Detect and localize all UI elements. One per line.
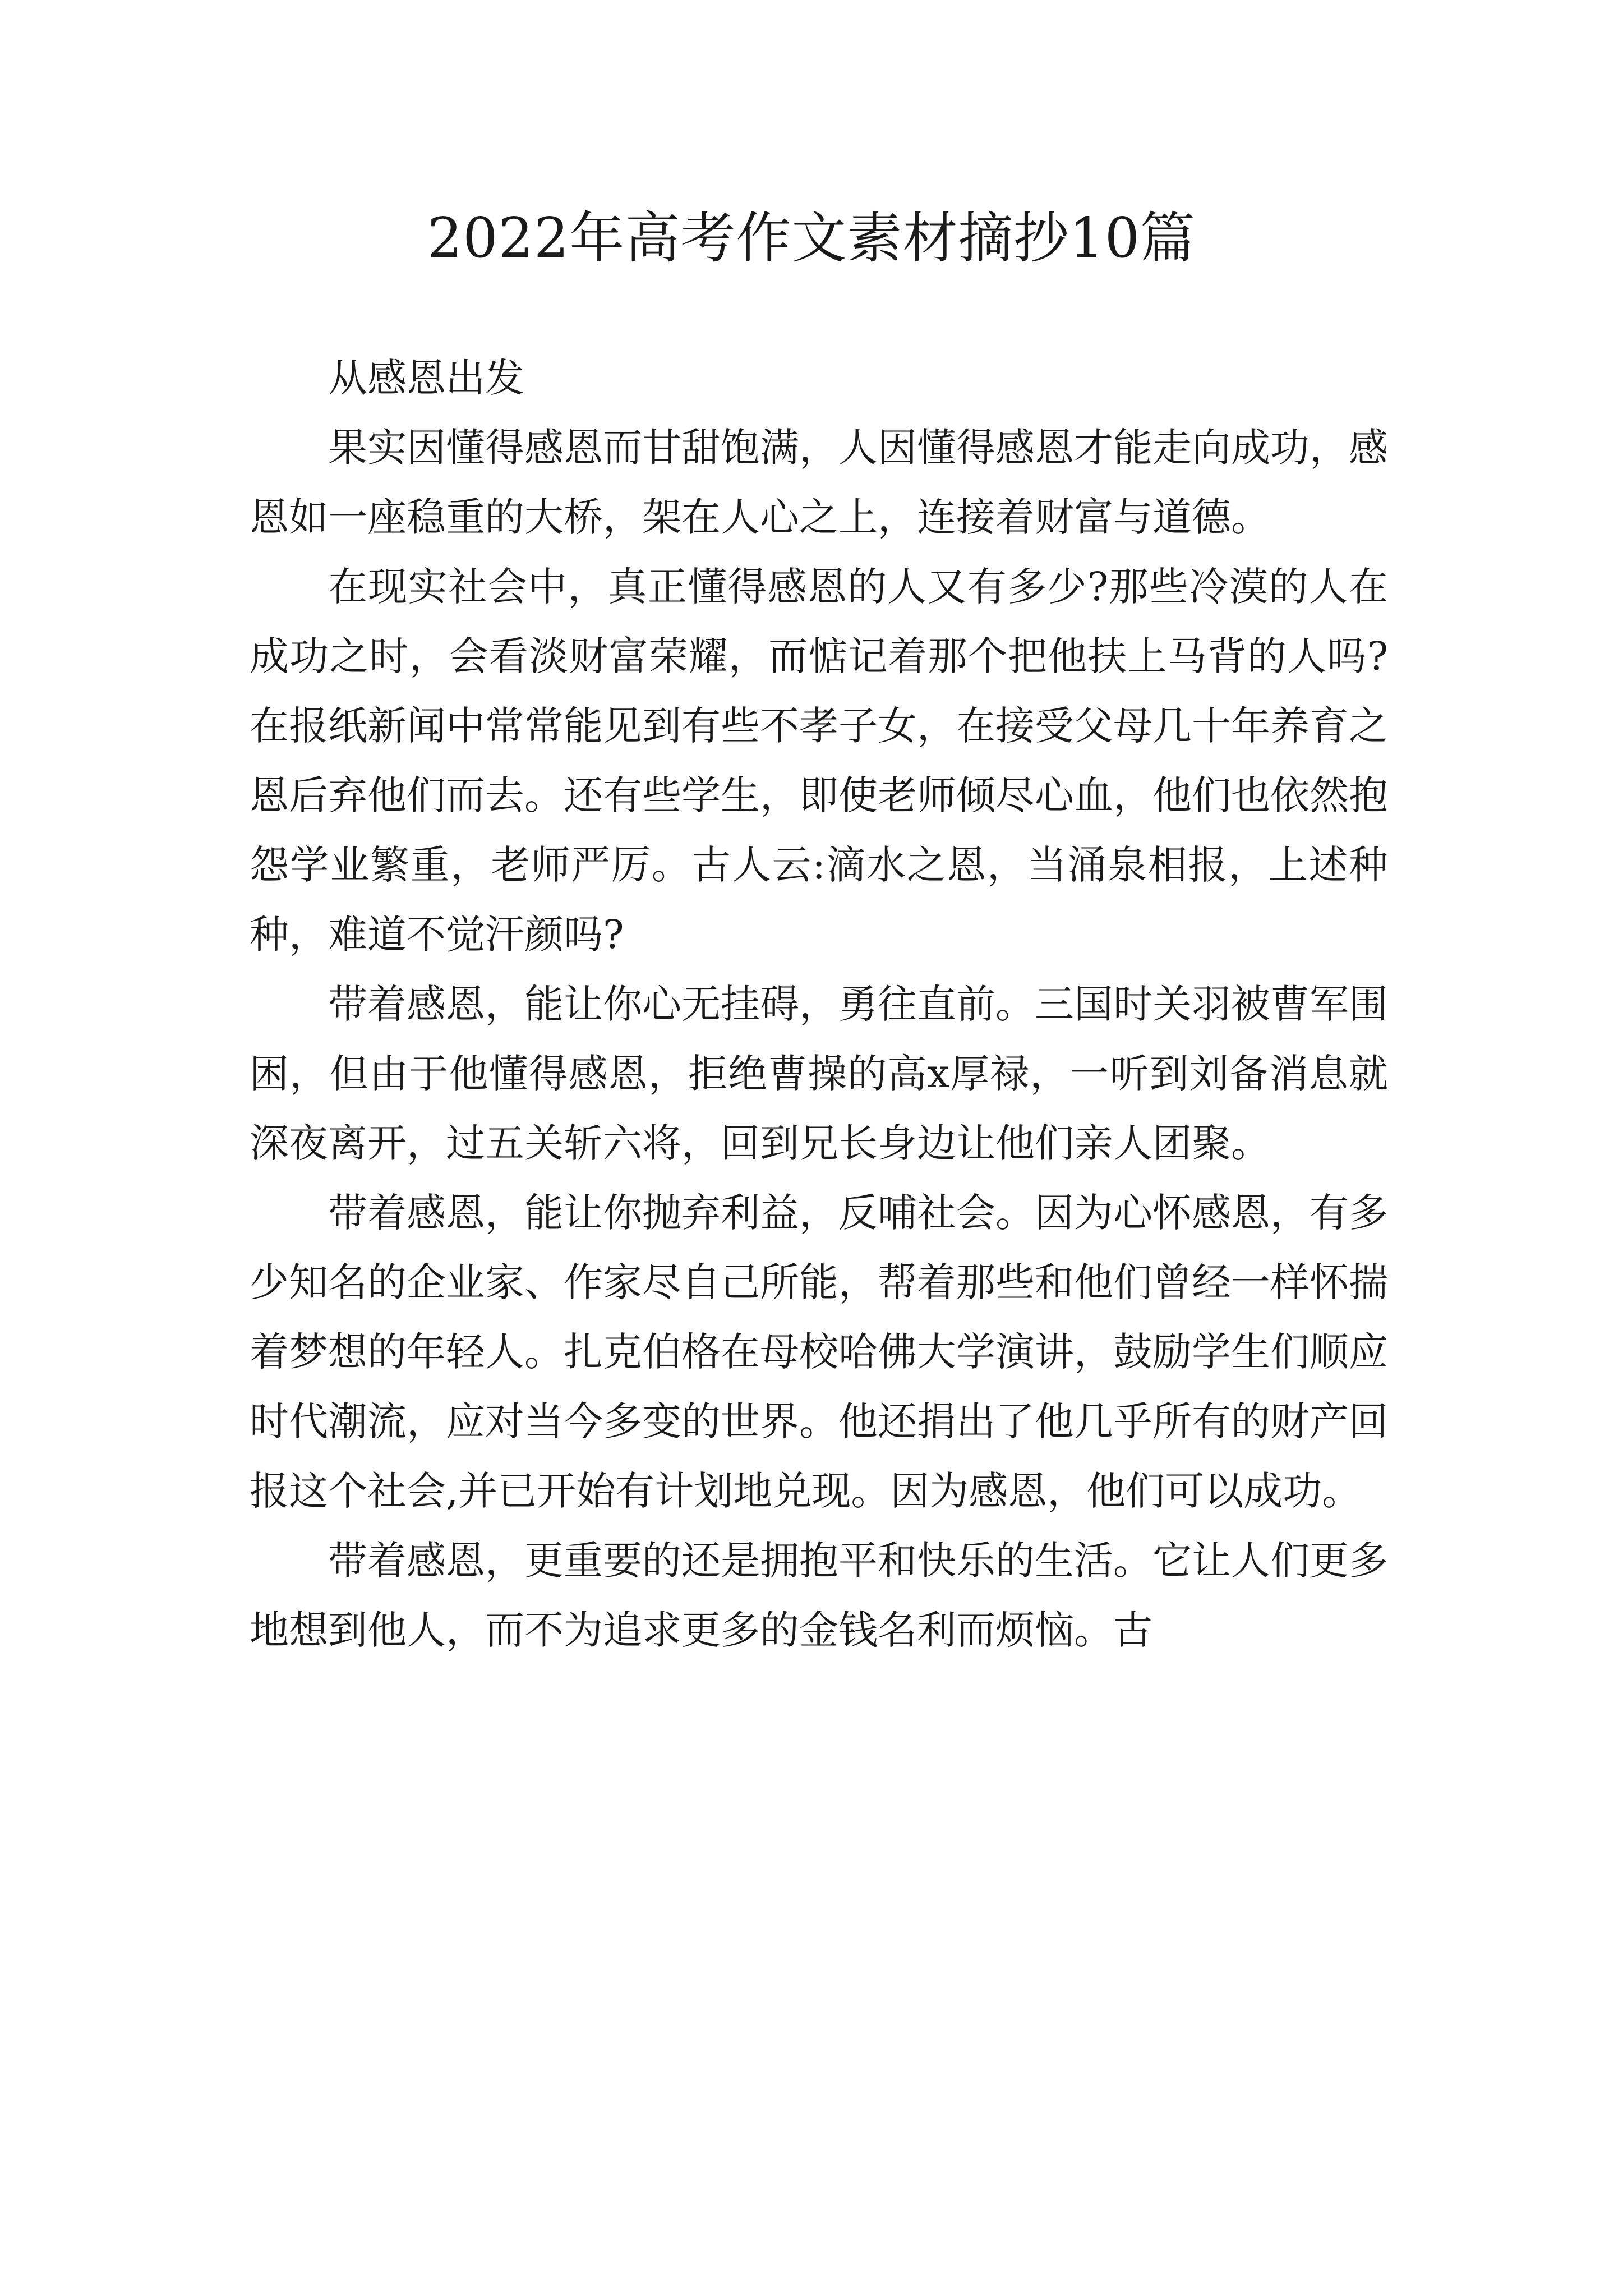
paragraph: 在现实社会中，真正懂得感恩的人又有多少?那些冷漠的人在成功之时，会看淡财富荣耀，而惦记着那个把他扶上马背的人吗?在报纸新闻中常常能见到有些不孝子女，在接受父母几十年养育之恩后弃他们而去。还有些学生，即使老师倾尽心血，他们也依然抱怨学业繁重，老师严厉。古人云:滴水之恩，当涌泉相报，上述种种，难道不觉汗颜吗? (250, 564, 1388, 958)
paragraph-heading: 从感恩出发 (328, 355, 524, 401)
document-title: 2022年高考作文素材摘抄10篇 (427, 206, 1196, 270)
document-body (250, 343, 1388, 1665)
paragraph: 带着感恩，更重要的还是拥抱平和快乐的生活。它让人们更多地想到他人，而不为追求更多的金钱名利而烦恼。古 (250, 1538, 1388, 1653)
paragraph: 带着感恩，能让你抛弃利益，反哺社会。因为心怀感恩，有多少知名的企业家、作家尽自己所能，帮着那些和他们曾经一样怀揣着梦想的年轻人。扎克伯格在母校哈佛大学演讲，鼓励学生们顺应时代潮流，应对当今多变的世界。他还捐出了他几乎所有的财产回报这个社会,并已开始有计划地兑现。因为感恩，他们可以成功。 (250, 1190, 1388, 1514)
paragraph: 果实因懂得感恩而甘甜饱满，人因懂得感恩才能走向成功，感恩如一座稳重的大桥，架在人心之上，连接着财富与道德。 (250, 425, 1388, 540)
paragraph: 带着感恩，能让你心无挂碍，勇往直前。三国时关羽被曹军围困，但由于他懂得感恩，拒绝曹操的高x厚禄，一听到刘备消息就深夜离开，过五关斩六将，回到兄长身边让他们亲人团聚。 (250, 981, 1388, 1166)
